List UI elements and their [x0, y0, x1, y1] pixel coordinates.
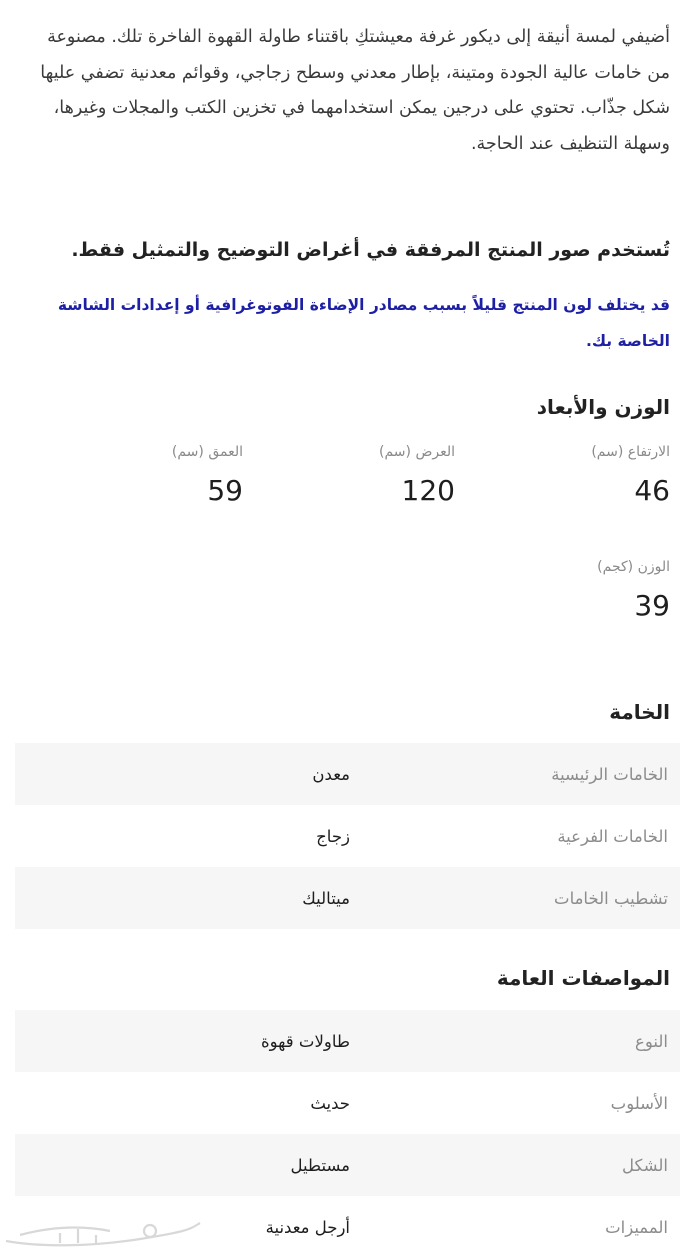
- image-disclaimer: تُستخدم صور المنتج المرفقة في أغراض التوضيح والتمثيل فقط.: [71, 239, 670, 261]
- depth-value: 59: [207, 474, 243, 507]
- product-description: أضيفي لمسة أنيقة إلى ديكور غرفة معيشتكِ باقتناء طاولة القهوة الفاخرة تلك. مصنوعة من خامات عالية الجودة ومتينة، بإطار معدني وسطح زجاجي، وقوائم معدنية تضفي عليها شكل جذّاب. تحتوي على درجين يمكن استخدامهما في تخزين الكتب والمجلات وغيرها، وسهلة التنظيف عند الحاجة.: [40, 27, 670, 154]
- table-row: [15, 743, 680, 805]
- height-spec: [520, 444, 670, 507]
- spec-value: زجاج: [316, 826, 350, 846]
- material-title: الخامة: [609, 700, 670, 724]
- dimensions-title: الوزن والأبعاد: [536, 395, 670, 419]
- depth-spec: [93, 444, 243, 507]
- width-label: العرض (سم): [379, 444, 455, 460]
- weight-spec: [520, 559, 670, 622]
- weight-label: الوزن (كجم): [597, 559, 670, 575]
- spec-key: الخامات الرئيسية: [551, 764, 668, 784]
- depth-label: العمق (سم): [171, 444, 243, 460]
- table-row: [15, 867, 680, 929]
- width-spec: [305, 444, 455, 507]
- weight-value: 39: [634, 589, 670, 622]
- height-label: الارتفاع (سم): [591, 444, 670, 460]
- general-specs-title: المواصفات العامة: [496, 966, 670, 990]
- width-value: 120: [401, 474, 455, 507]
- spec-value: حديث: [310, 1093, 350, 1113]
- table-row: [15, 1072, 680, 1134]
- spec-value: ميتاليك: [302, 888, 350, 908]
- haraj-logo-watermark-icon: [0, 1217, 205, 1251]
- spec-key: تشطيب الخامات: [554, 888, 668, 908]
- spec-value: معدن: [312, 764, 350, 784]
- spec-key: الشكل: [622, 1155, 668, 1175]
- spec-value: طاولات قهوة: [261, 1031, 350, 1051]
- spec-key: النوع: [635, 1031, 668, 1051]
- spec-value: أرجل معدنية: [265, 1217, 350, 1237]
- height-value: 46: [634, 474, 670, 507]
- spec-value: مستطيل: [290, 1155, 350, 1175]
- spec-key: المميزات: [605, 1217, 668, 1237]
- material-table: [15, 743, 680, 929]
- color-note: قد يختلف لون المنتج قليلاً بسبب مصادر الإضاءة الفوتوغرافية أو إعدادات الشاشة الخاصة بك.: [57, 296, 670, 350]
- spec-key: الأسلوب: [610, 1093, 668, 1113]
- table-row: [15, 1010, 680, 1072]
- table-row: [15, 1134, 680, 1196]
- spec-key: الخامات الفرعية: [557, 826, 668, 846]
- table-row: [15, 805, 680, 867]
